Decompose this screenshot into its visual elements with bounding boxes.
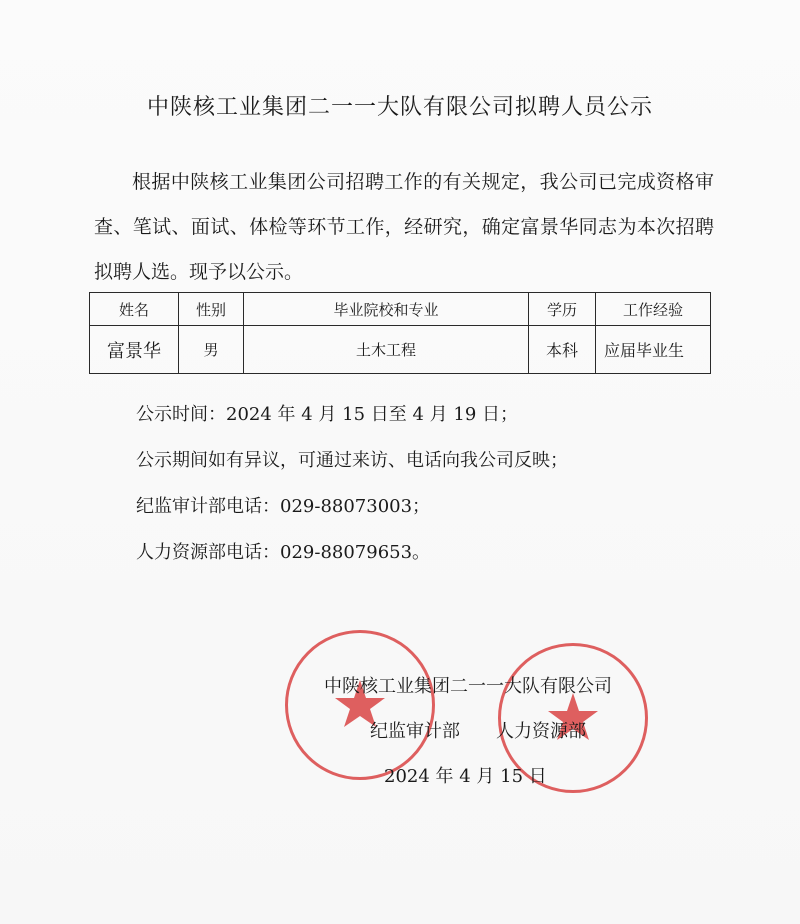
signoff-date: 2024 年 4 月 15 日 xyxy=(384,766,547,787)
hr-phone: 人力资源部电话：029-88079653。 xyxy=(136,542,431,563)
signoff-dept-supervision: 纪监审计部 xyxy=(370,721,460,742)
cell-experience: 应届毕业生 xyxy=(596,326,711,374)
objection-note: 公示期间如有异议，可通过来访、电话向我公司反映； xyxy=(136,450,568,471)
notice-notes xyxy=(136,392,568,576)
table-header-row xyxy=(90,293,711,326)
signoff-organization: 中陕核工业集团二一一大队有限公司 xyxy=(324,676,612,697)
cell-degree: 本科 xyxy=(529,326,596,374)
cell-name: 富景华 xyxy=(90,326,179,374)
notice-title: 中陕核工业集团二一一大队有限公司拟聘人员公示 xyxy=(146,95,653,120)
header-name: 姓名 xyxy=(90,293,179,326)
signoff-departments xyxy=(370,717,586,743)
seal-stamp-left xyxy=(285,630,435,780)
notice-intro: 根据中陕核工业集团公司招聘工作的有关规定，我公司已完成资格审查、笔试、面试、体检等环节工作，经研究，确定富景华同志为本次招聘拟聘人选。现予以公示。 xyxy=(94,171,714,283)
candidate-table xyxy=(89,292,711,374)
header-experience: 工作经验 xyxy=(596,293,711,326)
signoff-dept-hr: 人力资源部 xyxy=(496,721,586,742)
cell-gender: 男 xyxy=(179,326,244,374)
cell-major: 土木工程 xyxy=(244,326,529,374)
header-degree: 学历 xyxy=(529,293,596,326)
supervision-phone: 纪监审计部电话：029-88073003； xyxy=(136,496,431,517)
publicity-period: 公示时间：2024 年 4 月 15 日至 4 月 19 日； xyxy=(136,404,519,425)
header-gender: 性别 xyxy=(179,293,244,326)
header-school-major: 毕业院校和专业 xyxy=(244,293,529,326)
table-row xyxy=(90,326,711,374)
